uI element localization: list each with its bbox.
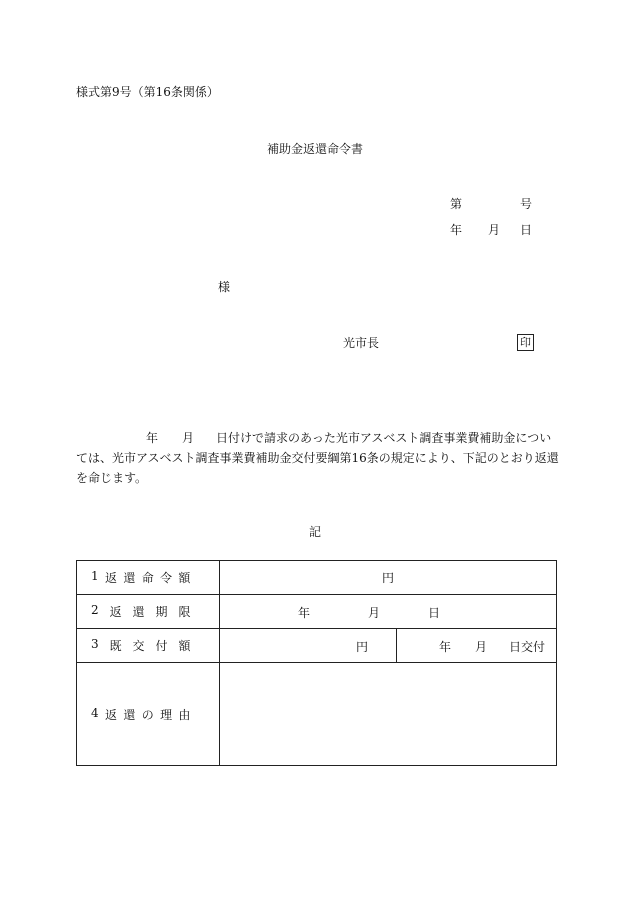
body-paragraph xyxy=(76,428,560,488)
body-line-2: ては、光市アスベスト調査事業費補助金交付要綱第16条の規定により、下記のとおり返還 xyxy=(76,451,559,465)
grant-year: 年 xyxy=(439,640,452,654)
issue-date-year: 年 xyxy=(450,223,463,237)
body-line-1-rest: 日付けで請求のあった光市アスベスト調査事業費補助金につい xyxy=(216,431,552,445)
seal-stamp: 印 xyxy=(517,334,534,351)
row-label-refund-deadline: 2 返 還 期 限 xyxy=(77,595,220,629)
body-line-3: を命じます。 xyxy=(76,471,148,485)
form-number: 様式第9号（第16条関係） xyxy=(76,85,219,99)
body-month: 月 xyxy=(182,431,195,445)
deadline-year: 年 xyxy=(298,606,311,620)
row-label-refund-reason: 4 返 還 の 理 由 xyxy=(77,663,220,766)
yen-unit: 円 xyxy=(381,571,394,585)
body-line-1 xyxy=(76,428,560,448)
document-title: 補助金返還命令書 xyxy=(266,142,363,156)
row-label-granted-amount: 3 既 交 付 額 xyxy=(77,629,220,663)
refund-reason-field[interactable] xyxy=(220,663,557,766)
addressee-suffix: 様 xyxy=(218,280,231,294)
row-label-refund-amount: 1 返 還 命 令 額 xyxy=(77,561,220,595)
body-year: 年 xyxy=(146,431,159,445)
table-row xyxy=(77,663,557,766)
table-row xyxy=(77,595,557,629)
issue-date-month: 月 xyxy=(488,223,501,237)
deadline-day: 日 xyxy=(428,606,441,620)
refund-amount-field[interactable] xyxy=(220,561,557,595)
table-row xyxy=(77,561,557,595)
granted-amount-field[interactable] xyxy=(220,629,397,663)
doc-number-suffix: 号 xyxy=(520,197,533,211)
deadline-month: 月 xyxy=(368,606,381,620)
detail-table xyxy=(76,560,557,766)
issuer-name: 光市長 xyxy=(343,336,380,350)
table-row xyxy=(77,629,557,663)
grant-month: 月 xyxy=(475,640,488,654)
refund-deadline-field[interactable] xyxy=(220,595,557,629)
ki-heading: 記 xyxy=(308,525,321,539)
grant-day-label: 日交付 xyxy=(509,640,546,654)
granted-yen-unit: 円 xyxy=(355,640,368,654)
issue-date-day: 日 xyxy=(520,223,533,237)
doc-number-prefix: 第 xyxy=(450,197,463,211)
grant-date-field[interactable] xyxy=(397,629,557,663)
